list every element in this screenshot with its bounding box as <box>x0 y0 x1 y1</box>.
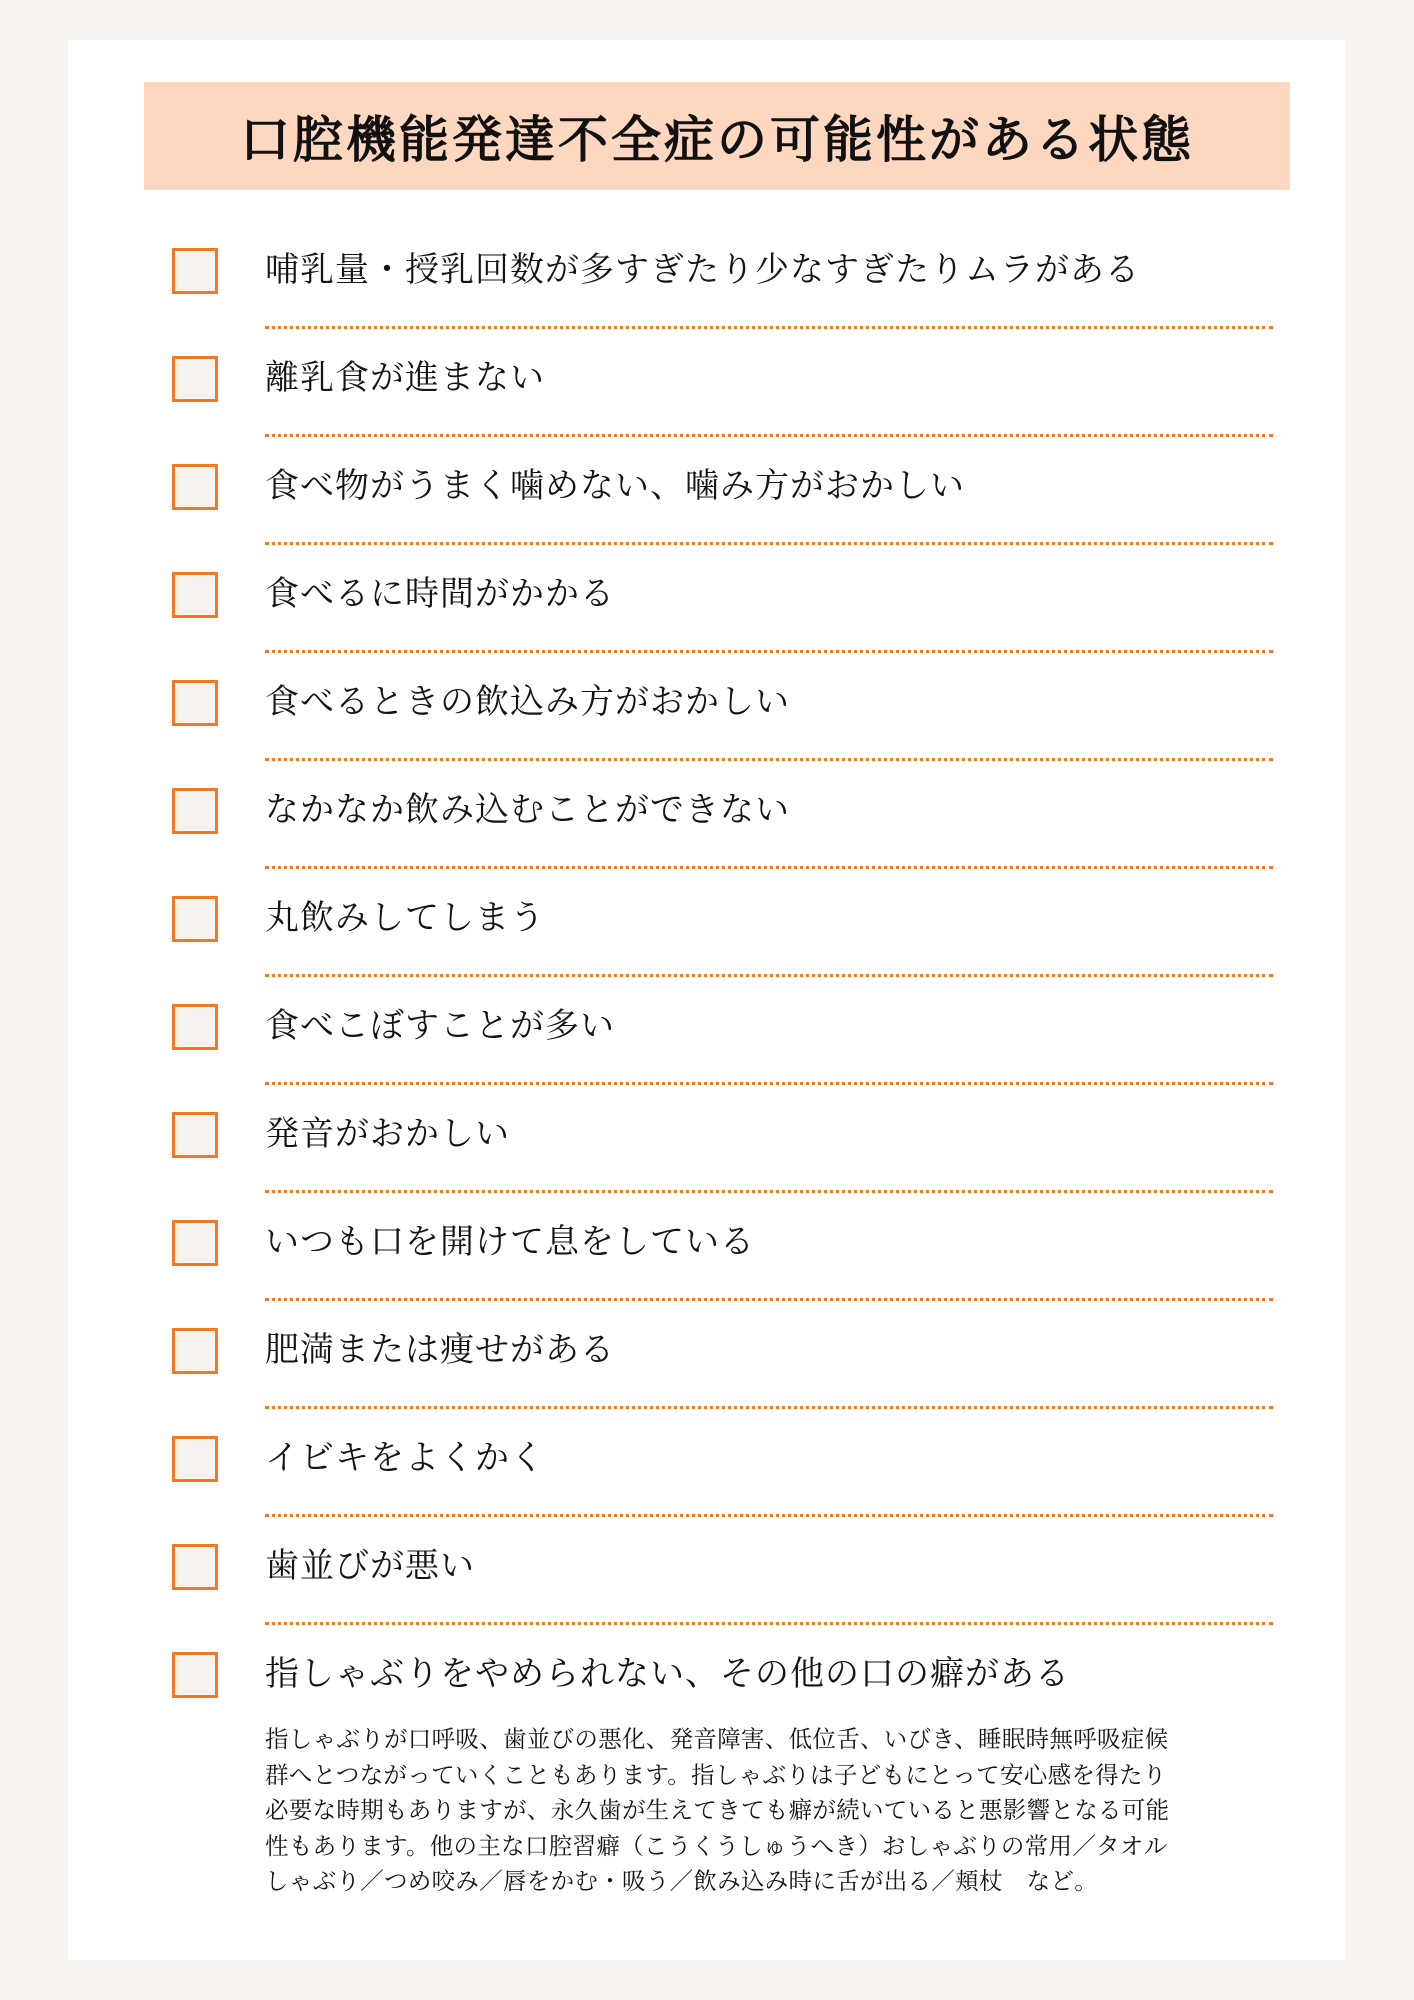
note-line: 必要な時期もありますが、永久歯が生えてきても癖が続いていると悪影響となる可能 <box>265 1796 1170 1824</box>
dotted-divider <box>265 650 1273 653</box>
checklist-item <box>0 1112 1414 1220</box>
dotted-divider <box>265 542 1273 545</box>
checklist-item <box>0 788 1414 896</box>
dotted-divider <box>265 1298 1273 1301</box>
checklist-item <box>0 1544 1414 1652</box>
checklist-item-label: 食べ物がうまく噛めない、噛み方がおかしい <box>265 466 965 506</box>
checkbox[interactable] <box>172 788 218 834</box>
dotted-divider <box>265 758 1273 761</box>
checklist-item <box>0 572 1414 680</box>
note-line: 群へとつながっていくこともあります。指しゃぶりは子どもにとって安心感を得たり <box>265 1760 1167 1789</box>
checklist-item <box>0 464 1414 572</box>
checklist-item <box>0 1328 1414 1436</box>
dotted-divider <box>265 866 1273 869</box>
note-line: 指しゃぶりが口呼吸、歯並びの悪化、発音障害、低位舌、いびき、睡眠時無呼吸症候 <box>265 1725 1169 1753</box>
checklist-item <box>0 1436 1414 1544</box>
checkbox[interactable] <box>172 464 218 510</box>
checklist-item <box>0 1220 1414 1328</box>
checkbox[interactable] <box>172 680 218 726</box>
checkbox[interactable] <box>172 1436 218 1482</box>
checkbox[interactable] <box>172 248 218 294</box>
checklist-item-label: いつも口を開けて息をしている <box>265 1222 755 1262</box>
checkbox[interactable] <box>172 356 218 402</box>
title-banner <box>144 82 1290 190</box>
explanatory-note <box>265 1722 1275 1900</box>
note-line: しゃぶり／つめ咬み／唇をかむ・吸う／飲み込み時に舌が出る／頬杖 など。 <box>265 1867 1098 1895</box>
checklist-item-label: イビキをよくかく <box>265 1438 545 1478</box>
checkbox[interactable] <box>172 572 218 618</box>
checklist-item <box>0 1004 1414 1112</box>
dotted-divider <box>265 1514 1273 1517</box>
checklist-item-label: 歯並びが悪い <box>265 1546 475 1586</box>
checkbox[interactable] <box>172 1004 218 1050</box>
checklist-item <box>0 356 1414 464</box>
checklist-item-label: 離乳食が進まない <box>265 358 545 398</box>
checklist-item <box>0 896 1414 1004</box>
checkbox[interactable] <box>172 896 218 942</box>
checklist-item <box>0 248 1414 356</box>
checklist-item-label: 肥満または痩せがある <box>265 1330 615 1370</box>
checkbox[interactable] <box>172 1652 218 1698</box>
dotted-divider <box>265 974 1273 977</box>
dotted-divider <box>265 326 1273 329</box>
checklist-item-label: 発音がおかしい <box>265 1114 510 1154</box>
checkbox[interactable] <box>172 1220 218 1266</box>
checklist-item-label: 哺乳量・授乳回数が多すぎたり少なすぎたりムラがある <box>265 250 1140 290</box>
checklist-item-label: 指しゃぶりをやめられない、その他の口の癖がある <box>265 1654 1070 1694</box>
dotted-divider <box>265 434 1273 437</box>
dotted-divider <box>265 1622 1273 1625</box>
checklist-item <box>0 680 1414 788</box>
dotted-divider <box>265 1082 1273 1085</box>
checklist-item-label: なかなか飲み込むことができない <box>265 790 790 830</box>
checkbox[interactable] <box>172 1544 218 1590</box>
checklist-item-label: 食べるに時間がかかる <box>265 574 615 614</box>
checklist-item-label: 食べこぼすことが多い <box>265 1006 615 1046</box>
checklist-item-label: 丸飲みしてしまう <box>265 898 545 938</box>
dotted-divider <box>265 1190 1273 1193</box>
note-line: 性もあります。他の主な口腔習癖（こうくうしゅうへき）おしゃぶりの常用／タオル <box>265 1831 1168 1860</box>
checklist-item-label: 食べるときの飲込み方がおかしい <box>265 682 790 722</box>
checkbox[interactable] <box>172 1112 218 1158</box>
page-title: 口腔機能発達不全症の可能性がある状態 <box>240 111 1194 169</box>
checkbox[interactable] <box>172 1328 218 1374</box>
dotted-divider <box>265 1406 1273 1409</box>
